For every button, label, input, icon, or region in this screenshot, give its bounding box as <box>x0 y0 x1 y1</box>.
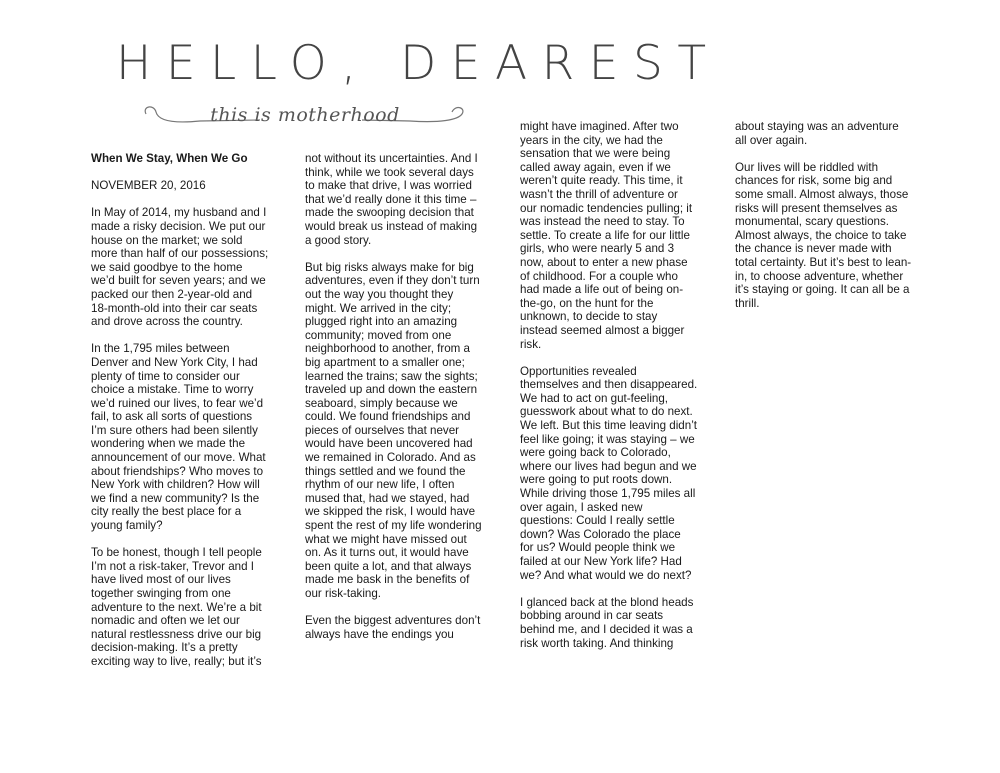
text-line: to make that drive, I was worried <box>305 179 472 193</box>
text-line: adventures, even if they don’t turn <box>305 274 480 288</box>
text-line: sensation that we were being <box>520 147 671 161</box>
article-paragraph <box>520 365 705 583</box>
article-column-1 <box>91 152 276 682</box>
text-line: would have been uncovered had <box>305 437 473 451</box>
text-line: in, to choose adventure, whether <box>735 269 904 283</box>
text-line: chances for risk, some big and <box>735 174 893 188</box>
text-line: big apartment to a smaller one; <box>305 355 465 369</box>
text-line: settle. To create a life for our little <box>520 228 690 242</box>
text-line: plugged right into an amazing <box>305 315 458 329</box>
text-line: out the way you thought they <box>305 287 454 301</box>
text-line: choice a mistake. Time to worry <box>91 383 254 397</box>
text-line: I glanced back at the blond heads <box>520 595 694 609</box>
text-line: packed our then 2-year-old and <box>91 287 253 301</box>
text-line: We had to act on gut-feeling, <box>520 391 669 405</box>
text-line: In the 1,795 miles between <box>91 342 230 356</box>
text-line: we skipped the risk, I would have <box>305 505 476 519</box>
text-line: While driving those 1,795 miles all <box>520 487 696 501</box>
text-line: To be honest, though I tell people <box>91 546 262 560</box>
text-line: might have imagined. After two <box>520 120 679 133</box>
text-line: guesswork about what to do next. <box>520 405 693 419</box>
article-paragraph <box>91 206 276 328</box>
text-line: our risk-taking. <box>305 587 382 600</box>
text-line: the-go, on the hunt for the <box>520 296 654 310</box>
article-column-3 <box>520 120 705 664</box>
text-line: Denver and New York City, I had <box>91 355 258 369</box>
text-line: we said goodbye to the home <box>91 260 243 274</box>
text-line: for us? Would people think we <box>520 541 676 555</box>
text-line: Opportunities revealed <box>520 364 637 378</box>
text-line: community; moved from one <box>305 328 452 342</box>
column-body <box>520 120 705 650</box>
text-line: nomadic and often we let our <box>91 614 240 628</box>
text-line: pieces of ourselves that never <box>305 423 460 437</box>
text-line: behind me, and I decided it was a <box>520 622 693 636</box>
text-line: more than half of our possessions; <box>91 247 269 261</box>
text-line: neighborhood to another, from a <box>305 342 471 356</box>
text-line: been quite a lot, and that always <box>305 559 472 573</box>
text-line: were going to put roots down. <box>520 473 673 487</box>
text-line: what we might have missed out <box>305 532 467 546</box>
text-line: adventure to the next. We’re a bit <box>91 600 262 614</box>
article-date: NOVEMBER 20, 2016 <box>91 179 206 193</box>
text-line: our nomadic tendencies pulling; it <box>520 201 693 215</box>
text-line: on. As it turns out, it would have <box>305 546 469 560</box>
text-line: a good story. <box>305 233 372 247</box>
text-line: might. We arrived in the city; <box>305 301 452 315</box>
text-line: always have the endings you <box>305 627 454 641</box>
blog-tagline: this is motherhood <box>210 104 400 126</box>
text-line: traveled up and down the eastern <box>305 383 478 397</box>
article-paragraph <box>91 546 276 668</box>
article-paragraph <box>735 161 920 311</box>
text-line: learned the trains; saw the sights; <box>305 369 478 383</box>
text-line: mused that, had we stayed, had <box>305 491 470 505</box>
text-line: we’d ruined our lives, to fear we’d <box>91 396 264 410</box>
text-line: we find a new community? Is the <box>91 491 260 505</box>
text-line: where our lives had begun and we <box>520 459 697 473</box>
text-line: themselves and then disappeared. <box>520 378 698 392</box>
text-line: plenty of time to consider our <box>91 369 240 383</box>
text-line: made a risky decision. We put our <box>91 219 266 233</box>
text-line: years in the city, we had the <box>520 133 663 147</box>
article-paragraph <box>91 342 276 532</box>
text-line: Almost always, the choice to take <box>735 228 907 242</box>
text-line: total certainty. But it’s best to lean- <box>735 255 912 269</box>
text-line: had made a life out of being on- <box>520 283 684 297</box>
text-line: But big risks always make for big <box>305 260 474 274</box>
text-line: of childhood. For a couple who <box>520 269 678 283</box>
text-line: weren’t quite ready. This time, it <box>520 174 683 188</box>
text-line: not without its uncertainties. And I <box>305 152 478 165</box>
article-paragraph <box>735 120 920 147</box>
text-line: we remained in Colorado. And as <box>305 451 476 465</box>
text-line: exciting way to live, really; but it’s <box>91 654 262 668</box>
text-line: we’d built for seven years; and we <box>91 274 266 288</box>
text-line: could. We found friendships and <box>305 410 471 424</box>
text-line: I’m sure others had been silently <box>91 423 258 437</box>
text-line: have lived most of our lives <box>91 573 231 587</box>
text-line: the chance is never made with <box>735 242 892 256</box>
text-line: risk worth taking. And thinking <box>520 636 674 650</box>
text-line: girls, who were nearly 5 and 3 <box>520 242 675 256</box>
article-column-4 <box>735 120 920 324</box>
text-line: questions: Could I really settle <box>520 514 675 528</box>
text-line: city really the best place for a <box>91 505 242 519</box>
article-heading: When We Stay, When We Go <box>91 152 248 165</box>
text-line: thrill. <box>735 296 760 310</box>
text-line: now, about to enter a new phase <box>520 255 688 269</box>
text-line: things settled and we found the <box>305 464 466 478</box>
text-line: about friendships? Who moves to <box>91 464 264 478</box>
text-line: In May of 2014, my husband and I <box>91 206 267 220</box>
article-paragraph <box>305 261 490 601</box>
text-line: it’s staying or going. It can all be a <box>735 283 910 297</box>
text-line: was instead the need to stay. To <box>520 215 685 229</box>
text-line: Even the biggest adventures don’t <box>305 614 481 628</box>
text-line: We left. But this time leaving didn’t <box>520 419 697 433</box>
text-line: feel like going; it was staying – we <box>520 432 695 446</box>
text-line: New York with children? How will <box>91 478 260 492</box>
article-column-2 <box>305 152 490 655</box>
text-line: were going back to Colorado, <box>520 446 671 460</box>
text-line: instead seemed almost a bigger <box>520 323 685 337</box>
text-line: down? Was Colorado the place <box>520 527 681 541</box>
text-line: about staying was an adventure <box>735 120 899 133</box>
tagline-flourish <box>140 100 470 136</box>
text-line: unknown, to decide to stay <box>520 310 658 324</box>
article-paragraph <box>520 120 705 351</box>
text-line: made me bask in the benefits of <box>305 573 470 587</box>
text-line: fail, to ask all sorts of questions <box>91 410 253 424</box>
text-line: together swinging from one <box>91 587 231 600</box>
text-line: and drove across the country. <box>91 315 243 329</box>
text-line: risk. <box>520 337 542 351</box>
article-paragraph <box>305 614 490 641</box>
text-line: we? And what would we do next? <box>520 568 692 582</box>
text-line: risks will present themselves as <box>735 201 898 215</box>
text-line: I’m not a risk-taker, Trevor and I <box>91 559 255 573</box>
text-line: failed at our New York life? Had <box>520 555 682 568</box>
text-line: house on the market; we sold <box>91 233 243 247</box>
text-line: spent the rest of my life wondering <box>305 519 482 533</box>
text-line: announcement of our move. What <box>91 451 266 465</box>
text-line: bobbing around in car seats <box>520 609 664 623</box>
text-line: decision-making. It’s a pretty <box>91 641 238 655</box>
column-body <box>91 206 276 668</box>
text-line: all over again. <box>735 133 808 147</box>
text-line: made the swooping decision that <box>305 206 474 220</box>
article-paragraph <box>305 152 490 247</box>
column-body <box>735 120 920 310</box>
text-line: monumental, scary questions. <box>735 215 890 229</box>
column-body <box>305 152 490 641</box>
text-line: some small. Almost always, those <box>735 187 909 201</box>
text-line: would break us instead of making <box>305 219 478 233</box>
blog-title: HELLO, DEAREST <box>116 36 721 91</box>
text-line: that we’d really done it this time – <box>305 192 477 206</box>
text-line: think, while we took several days <box>305 165 474 179</box>
text-line: young family? <box>91 519 163 533</box>
masthead <box>0 0 1000 140</box>
text-line: called away again, even if we <box>520 160 671 174</box>
text-line: over again, I asked new <box>520 500 643 514</box>
text-line: seaboard, simply because we <box>305 396 458 410</box>
text-line: 18-month-old into their car seats <box>91 301 258 315</box>
text-line: wondering when we made the <box>91 437 246 451</box>
text-line: wasn’t the thrill of adventure or <box>520 187 678 201</box>
text-line: natural restlessness drive our big <box>91 627 262 641</box>
text-line: rhythm of our new life, I often <box>305 478 455 492</box>
article-paragraph <box>520 596 705 650</box>
text-line: Our lives will be riddled with <box>735 160 879 174</box>
